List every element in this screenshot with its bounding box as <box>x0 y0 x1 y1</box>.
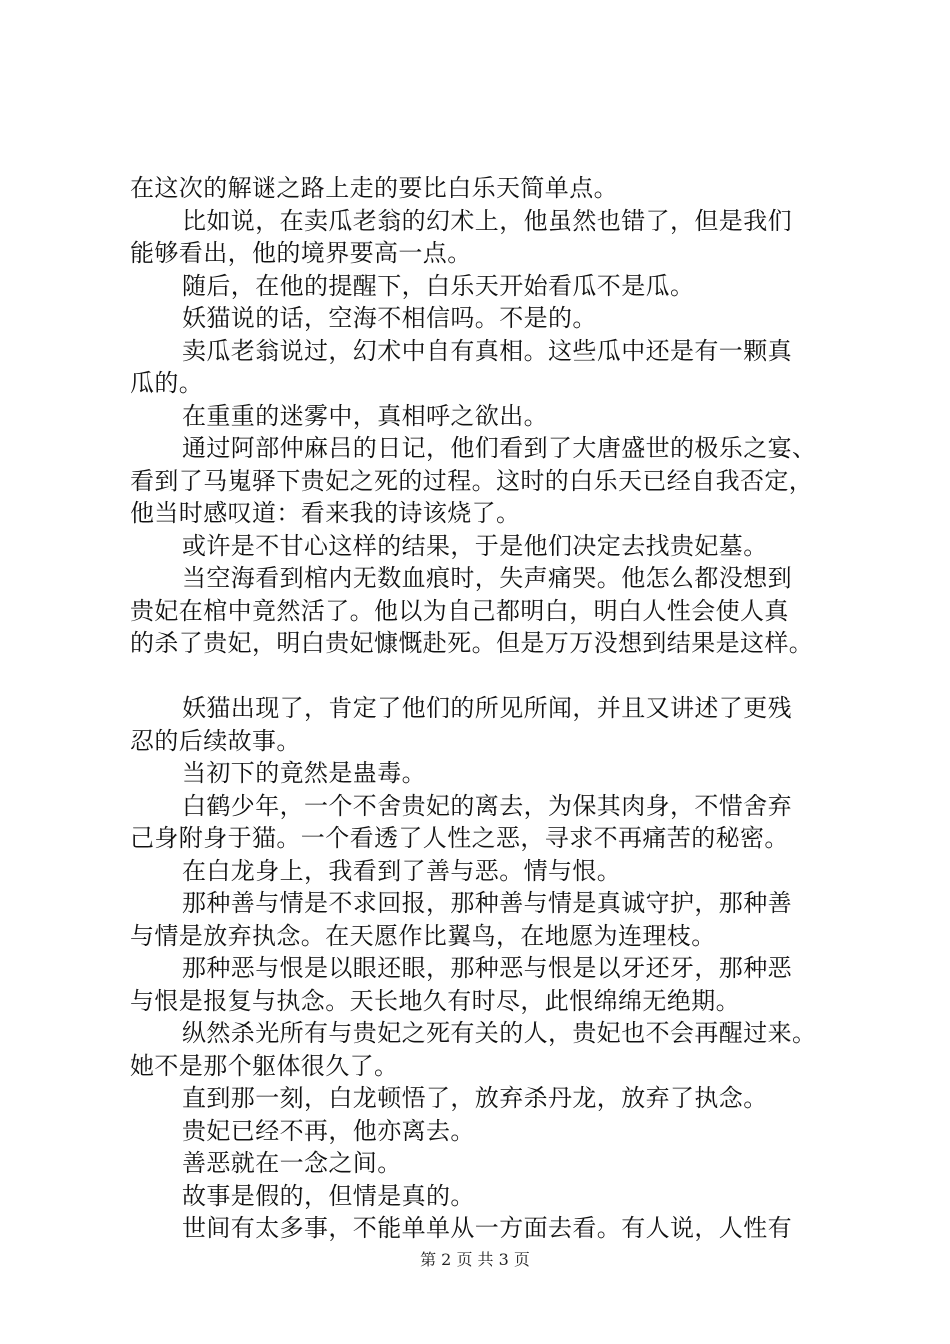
text-line: 看到了马嵬驿下贵妃之死的过程。这时的白乐天已经自我否定， <box>130 466 814 495</box>
text-line: 在重重的迷雾中，真相呼之欲出。 <box>182 401 548 430</box>
text-line: 那种善与情是不求回报，那种善与情是真诚守护，那种善 <box>182 889 792 917</box>
text-line: 故事是假的，但情是真的。 <box>182 1181 475 1210</box>
page-footer: 第 2 页 共 3 页 <box>420 1250 530 1269</box>
text-line: 己身附身于猫。一个看透了人性之恶，寻求不再痛苦的秘密。 <box>130 824 789 852</box>
text-line: 妖猫说的话，空海不相信吗。不是的。 <box>182 304 597 332</box>
text-line: 当初下的竟然是蛊毒。 <box>182 759 426 787</box>
text-line: 妖猫出现了，肯定了他们的所见所闻，并且又讲述了更残 <box>182 694 792 722</box>
text-line: 贵妃在棺中竟然活了。他以为自己都明白，明白人性会使人真 <box>130 596 789 625</box>
text-line: 纵然杀光所有与贵妃之死有关的人，贵妃也不会再醒过来。 <box>182 1019 817 1047</box>
text-line: 忍的后续故事。 <box>130 726 301 755</box>
text-line: 比如说，在卖瓜老翁的幻术上，他虽然也错了，但是我们 <box>182 206 792 235</box>
text-line: 那种恶与恨是以眼还眼，那种恶与恨是以牙还牙，那种恶 <box>182 954 792 982</box>
text-line: 卖瓜老翁说过，幻术中自有真相。这些瓜中还是有一颗真 <box>182 336 792 365</box>
text-line: 直到那一刻，白龙顿悟了，放弃杀丹龙，放弃了执念。 <box>182 1084 768 1112</box>
text-line: 贵妃已经不再，他亦离去。 <box>182 1116 475 1145</box>
text-line: 白鹤少年，一个不舍贵妃的离去，为保其肉身，不惜舍弃 <box>182 791 792 820</box>
text-line: 在白龙身上，我看到了善与恶。情与恨。 <box>182 856 622 885</box>
text-line: 能够看出，他的境界要高一点。 <box>130 239 472 267</box>
text-line: 与恨是报复与执念。天长地久有时尽，此恨绵绵无绝期。 <box>130 986 740 1015</box>
text-line: 她不是那个躯体很久了。 <box>130 1051 399 1080</box>
text-line: 世间有太多事，不能单单从一方面去看。有人说，人性有 <box>182 1214 792 1242</box>
text-line: 在这次的解谜之路上走的要比白乐天简单点。 <box>130 174 618 202</box>
text-line: 瓜的。 <box>130 369 204 397</box>
blank-line <box>130 660 850 693</box>
text-line: 通过阿部仲麻吕的日记，他们看到了大唐盛世的极乐之宴、 <box>182 434 817 462</box>
text-line: 当空海看到棺内无数血痕时，失声痛哭。他怎么都没想到 <box>182 564 792 592</box>
text-line: 的杀了贵妃，明白贵妃慷慨赴死。但是万万没想到结果是这样。 <box>130 629 814 657</box>
body-text <box>130 172 850 1245</box>
text-line: 随后，在他的提醒下，白乐天开始看瓜不是瓜。 <box>182 271 695 300</box>
text-line: 他当时感叹道：看来我的诗该烧了。 <box>130 499 521 527</box>
text-line: 善恶就在一念之间。 <box>182 1149 402 1177</box>
text-line: 与情是放弃执念。在天愿作比翼鸟，在地愿为连理枝。 <box>130 921 716 950</box>
text-line: 或许是不甘心这样的结果，于是他们决定去找贵妃墓。 <box>182 531 768 560</box>
